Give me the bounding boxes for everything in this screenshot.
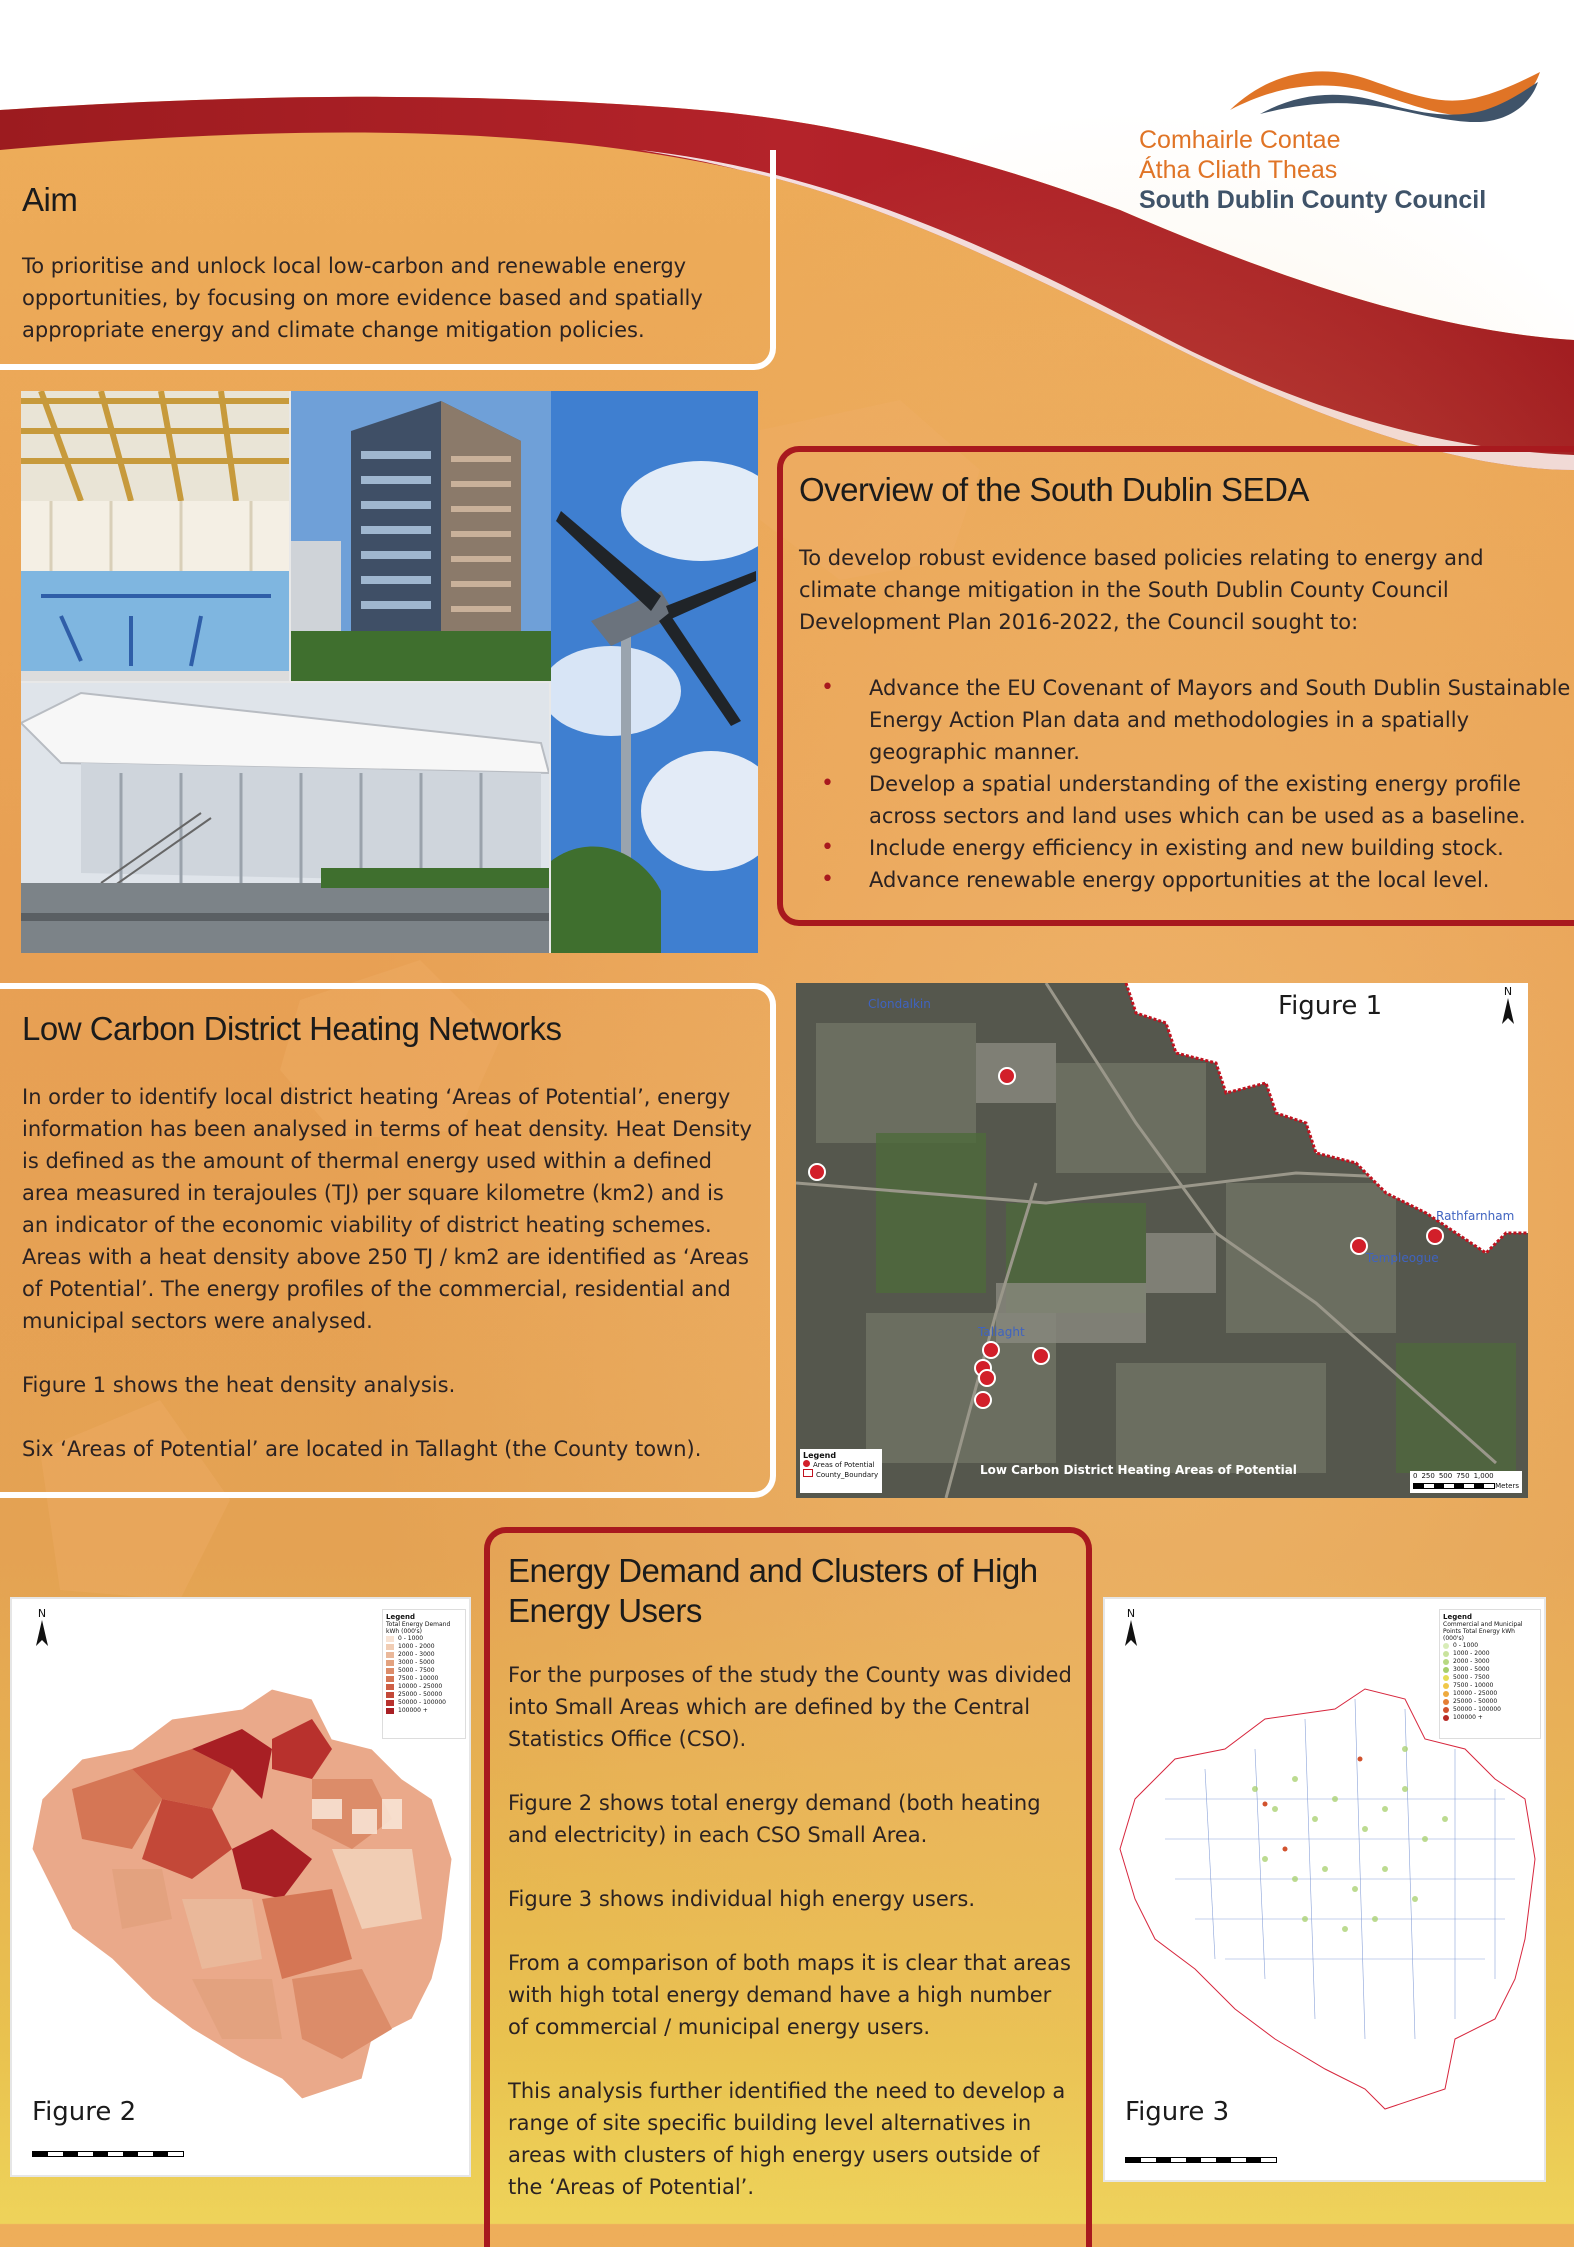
legend-class-row	[1443, 1650, 1537, 1658]
legend-swatch	[1443, 1715, 1449, 1721]
legend-swatch	[386, 1660, 394, 1666]
figure1-scale-bar	[1410, 1471, 1522, 1493]
legend-class-label: 0 - 1000	[398, 1635, 424, 1642]
legend-class-label: 3000 - 5000	[398, 1659, 435, 1666]
figure1-legend-item	[803, 1469, 879, 1479]
legend-class-label: 100000 +	[398, 1707, 428, 1714]
aim-heading: Aim	[22, 181, 78, 218]
place-label-tallaght: Tallaght	[978, 1325, 1025, 1339]
figure1-legend-title: Legend	[803, 1451, 837, 1460]
figure2-map	[10, 1597, 471, 2177]
legend-swatch	[386, 1700, 394, 1706]
legend-swatch	[1443, 1667, 1449, 1673]
scale-label: 750	[1456, 1472, 1470, 1480]
aim-panel	[0, 150, 776, 370]
figure3-scale-bar	[1125, 2157, 1277, 2163]
north-arrow-label: N	[1126, 1607, 1136, 1620]
legend-class-row	[386, 1643, 462, 1651]
demand-heading: Energy Demand and Clusters of High Energy Users	[508, 1552, 1038, 1629]
legend-class-row	[386, 1707, 462, 1715]
area-of-potential-marker	[978, 1369, 996, 1387]
legend-swatch	[1443, 1699, 1449, 1705]
figure1-map-title: Low Carbon District Heating Areas of Potential	[980, 1463, 1297, 1477]
heating-paragraph-2: Figure 1 shows the heat density analysis.	[22, 1373, 456, 1397]
heating-paragraph-3: Six ‘Areas of Potential’ are located in Tallaght (the County town).	[22, 1437, 702, 1461]
scale-label: 500	[1438, 1472, 1453, 1480]
figure1-label: Figure 1	[1278, 991, 1383, 1021]
legend-class-row	[386, 1691, 462, 1699]
legend-item-label: Areas of Potential	[813, 1461, 875, 1469]
place-label-clondalkin: Clondalkin	[868, 997, 931, 1011]
train-station-photo	[21, 683, 549, 953]
legend-class-label: 50000 - 100000	[1453, 1706, 1501, 1713]
place-label-rathfarnham: Rathfarnham	[1436, 1209, 1515, 1223]
aim-body: To prioritise and unlock local low-carbon and renewable energy opportunities, by focusing on more evidence based and spatially appropriate energy and climate change mitigation policies.	[22, 254, 703, 342]
figure2-legend-title: Legend	[386, 1613, 415, 1621]
figure1-aerial-imagery	[796, 983, 1528, 1498]
figure3-legend-title: Legend	[1443, 1613, 1472, 1621]
legend-class-row	[1443, 1674, 1537, 1682]
legend-class-row	[386, 1651, 462, 1659]
legend-class-row	[386, 1667, 462, 1675]
legend-class-label: 50000 - 100000	[398, 1699, 446, 1706]
figure2-legend	[382, 1609, 466, 1739]
demand-paragraph-3: Figure 3 shows individual high energy users.	[508, 1887, 976, 1911]
legend-swatch	[1443, 1659, 1449, 1665]
legend-class-label: 5000 - 7500	[398, 1667, 435, 1674]
heating-heading: Low Carbon District Heating Networks	[22, 1010, 562, 1047]
legend-swatch	[1443, 1675, 1449, 1681]
legend-class-label: 5000 - 7500	[1453, 1674, 1490, 1681]
place-label-templeogue: Templeogue	[1366, 1251, 1439, 1265]
scale-label: 1,000	[1473, 1472, 1494, 1480]
figure3-map	[1103, 1597, 1546, 2182]
heating-panel	[0, 983, 776, 1498]
logo-irish-line1: Comhairle Contae	[1139, 126, 1341, 154]
legend-swatch	[1443, 1691, 1449, 1697]
overview-panel	[777, 446, 1574, 926]
aim-panel-edge	[770, 150, 776, 180]
north-arrow-label: N	[37, 1607, 47, 1620]
scale-unit: Meters	[1495, 1482, 1519, 1490]
legend-class-label: 10000 - 25000	[398, 1683, 443, 1690]
legend-class-row	[386, 1675, 462, 1683]
legend-class-label: 10000 - 25000	[1453, 1690, 1498, 1697]
figure2-scale-bar	[32, 2151, 184, 2157]
legend-class-row	[386, 1699, 462, 1707]
scale-label: 0	[1413, 1472, 1418, 1480]
figure3-legend-subtitle: Commercial and Municipal Points Total Energy kWh (000's)	[1443, 1621, 1523, 1642]
legend-class-label: 7500 - 10000	[398, 1675, 439, 1682]
overview-intro: To develop robust evidence based policies relating to energy and climate change mitigation in the South Dublin County Council Development Plan 2016-2022, the Council sought to:	[799, 546, 1484, 634]
figure1-map	[796, 983, 1528, 1498]
legend-class-row	[1443, 1714, 1537, 1722]
legend-class-label: 100000 +	[1453, 1714, 1483, 1721]
legend-class-row	[1443, 1682, 1537, 1690]
figure3-label: Figure 3	[1125, 2097, 1230, 2127]
figure1-legend	[800, 1449, 882, 1493]
figure3-legend	[1439, 1609, 1541, 1739]
legend-class-label: 25000 - 50000	[398, 1691, 443, 1698]
legend-class-row	[1443, 1642, 1537, 1650]
legend-class-row	[386, 1659, 462, 1667]
figure1-legend-item	[803, 1460, 879, 1469]
logo-irish-line2: Átha Cliath Theas	[1139, 156, 1338, 184]
area-of-potential-marker	[974, 1391, 992, 1409]
north-arrow-label: N	[1503, 985, 1513, 998]
area-of-potential-marker	[1032, 1347, 1050, 1365]
legend-swatch	[1443, 1707, 1449, 1713]
demand-paragraph-2: Figure 2 shows total energy demand (both heating and electricity) in each CSO Small Area.	[508, 1791, 1041, 1847]
legend-class-label: 25000 - 50000	[1453, 1698, 1498, 1705]
overview-heading: Overview of the South Dublin SEDA	[799, 471, 1309, 508]
legend-swatch	[1443, 1683, 1449, 1689]
legend-class-row	[1443, 1706, 1537, 1714]
legend-swatch	[386, 1692, 394, 1698]
logo-english-name: South Dublin County Council	[1139, 186, 1487, 214]
legend-class-label: 1000 - 2000	[398, 1643, 435, 1650]
legend-class-row	[1443, 1666, 1537, 1674]
overview-bullet: • Advance renewable energy opportunities at the local level.	[799, 864, 1574, 896]
legend-class-label: 2000 - 3000	[398, 1651, 435, 1658]
heating-paragraph-1: In order to identify local district heating ‘Areas of Potential’, energy information has been analysed in terms of heat density. Heat Density is defined as the amount of thermal energy used within a defined area measured in terajoules (TJ) per square kilometre (km2) and is an indicator of the economic viability of district heating schemes. Areas with a heat density above 250 TJ / km2 are identified as ‘Areas of Potential’. The energy profiles of the commercial, residential and municipal sectors were analysed.	[22, 1085, 752, 1333]
wind-turbine-photo	[551, 391, 758, 953]
figure2-legend-subtitle: Total Energy Demand kWh (000's)	[386, 1621, 451, 1635]
overview-bullets	[799, 672, 1574, 896]
area-of-potential-marker	[1350, 1237, 1368, 1255]
legend-class-label: 7500 - 10000	[1453, 1682, 1494, 1689]
area-of-potential-marker	[1426, 1227, 1444, 1245]
figure3-legend-classes	[1443, 1642, 1537, 1722]
legend-class-label: 3000 - 5000	[1453, 1666, 1490, 1673]
legend-class-label: 1000 - 2000	[1453, 1650, 1490, 1657]
overview-bullet: • Include energy efficiency in existing and new building stock.	[799, 832, 1574, 864]
legend-swatch	[386, 1708, 394, 1714]
legend-swatch	[386, 1684, 394, 1690]
figure2-legend-classes	[386, 1635, 462, 1715]
legend-swatch	[386, 1644, 394, 1650]
legend-item-label: County_Boundary	[816, 1471, 879, 1479]
area-of-potential-marker	[982, 1341, 1000, 1359]
demand-panel	[484, 1527, 1092, 2247]
scale-label: 250	[1421, 1472, 1435, 1480]
legend-swatch	[1443, 1651, 1449, 1657]
legend-class-row	[386, 1635, 462, 1643]
swimming-pool-photo	[21, 391, 289, 681]
legend-class-row	[1443, 1690, 1537, 1698]
legend-swatch	[386, 1636, 394, 1642]
apartment-building-photo	[291, 391, 551, 681]
photo-collage	[21, 391, 758, 953]
logo-wave-icon	[1230, 62, 1540, 122]
demand-paragraph-4: From a comparison of both maps it is clear that areas with high total energy demand have a high number of commercial / municipal energy users.	[508, 1951, 1071, 2039]
demand-paragraph-1: For the purposes of the study the County was divided into Small Areas which are defined by the Central Statistics Office (CSO).	[508, 1663, 1072, 1751]
legend-class-label: 0 - 1000	[1453, 1642, 1479, 1649]
council-logo	[1135, 62, 1535, 222]
north-arrow-icon	[1500, 985, 1516, 1027]
legend-swatch	[386, 1668, 394, 1674]
legend-swatch	[386, 1652, 394, 1658]
overview-bullet: • Advance the EU Covenant of Mayors and South Dublin Sustainable Energy Action Plan data and methodologies in a spatially geographic manner.	[799, 672, 1574, 768]
overview-bullet: • Develop a spatial understanding of the existing energy profile across sectors and land uses which can be used as a baseline.	[799, 768, 1574, 832]
legend-swatch	[1443, 1643, 1449, 1649]
legend-class-row	[1443, 1658, 1537, 1666]
legend-class-row	[386, 1683, 462, 1691]
area-of-potential-marker	[808, 1163, 826, 1181]
area-of-potential-marker	[998, 1067, 1016, 1085]
legend-swatch	[386, 1676, 394, 1682]
legend-class-row	[1443, 1698, 1537, 1706]
figure2-label: Figure 2	[32, 2097, 137, 2127]
legend-class-label: 2000 - 3000	[1453, 1658, 1490, 1665]
demand-paragraph-5: This analysis further identified the need to develop a range of site specific building level alternatives in areas with clusters of high energy users outside of the ‘Areas of Potential’.	[508, 2079, 1066, 2199]
